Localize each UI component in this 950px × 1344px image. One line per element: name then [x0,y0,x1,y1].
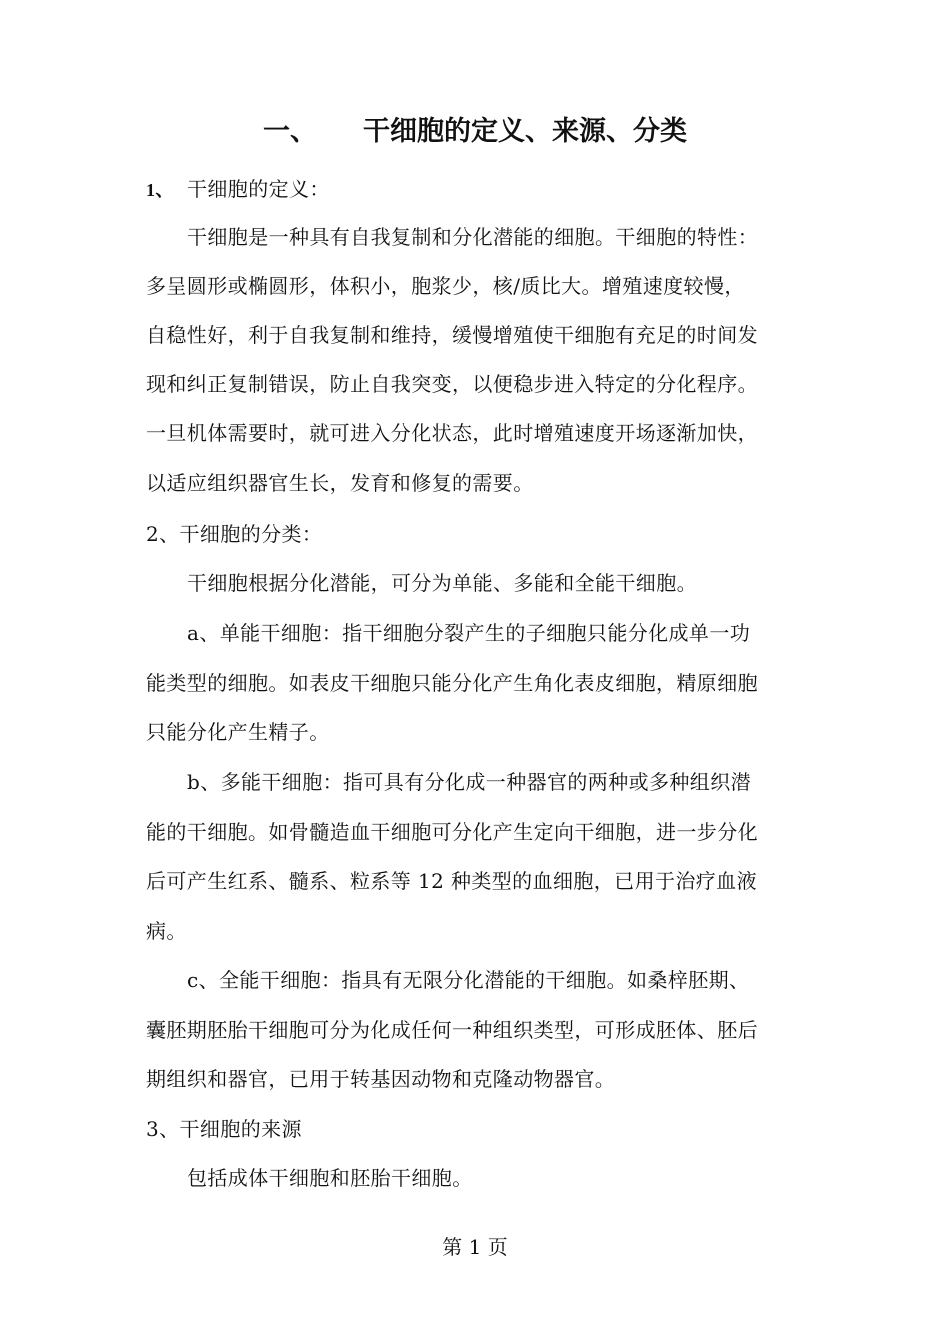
multipotent-line: 能的干细胞。如骨髓造血干细胞可分化产生定向干细胞，进一步分化 [146,820,758,844]
section-2-intro: 干细胞根据分化潜能，可分为单能、多能和全能干细胞。 [187,571,697,595]
section-3-heading: 3、干细胞的来源 [146,1117,302,1141]
section-1-line: 多呈圆形或椭圆形，体积小，胞浆少，核/质比大。增殖速度较慢， [146,274,745,298]
unipotent-line: 能类型的细胞。如表皮干细胞只能分化产生角化表皮细胞，精原细胞 [146,671,758,695]
section-1-number: 1、 [146,180,174,200]
section-2-heading: 2、干细胞的分类： [146,522,323,546]
totipotent-line: c、全能干细胞：指具有无限分化潜能的干细胞。如桑梓胚期、 [187,968,750,992]
page-title [0,112,950,152]
section-1-heading [146,174,816,205]
section-1-line: 以适应组织器官生长，发育和修复的需要。 [146,471,534,495]
multipotent-line: 后可产生红系、髓系、粒系等 12 种类型的血细胞，已用于治疗血液 [146,869,757,893]
page-number: 第 1 页 [442,1235,508,1259]
section-1-heading-text: 干细胞的定义： [187,177,330,201]
title-number: 一、 [263,116,317,147]
section-1-line: 自稳性好，利于自我复制和维持，缓慢增殖使干细胞有充足的时间发 [146,323,758,347]
totipotent-line: 期组织和器官，已用于转基因动物和克隆动物器官。 [146,1067,616,1091]
section-1-line: 现和纠正复制错误，防止自我突变，以便稳步进入特定的分化程序。 [146,372,758,396]
multipotent-line: 病。 [146,919,187,943]
section-1-line: 干细胞是一种具有自我复制和分化潜能的细胞。干细胞的特性： [187,225,759,249]
unipotent-line: 只能分化产生精子。 [146,720,330,744]
section-3-text: 包括成体干细胞和胚胎干细胞。 [187,1166,473,1190]
multipotent-line: b、多能干细胞：指可具有分化成一种器官的两种或多种组织潜 [187,770,752,794]
title-text: 干细胞的定义、来源、分类 [363,116,687,147]
section-1-line: 一旦机体需要时，就可进入分化状态，此时增殖速度开场逐渐加快， [146,421,758,445]
totipotent-line: 囊胚期胚胎干细胞可分为化成任何一种组织类型，可形成胚体、胚后 [146,1018,758,1042]
unipotent-line: a、单能干细胞：指干细胞分裂产生的子细胞只能分化成单一功 [187,621,751,645]
